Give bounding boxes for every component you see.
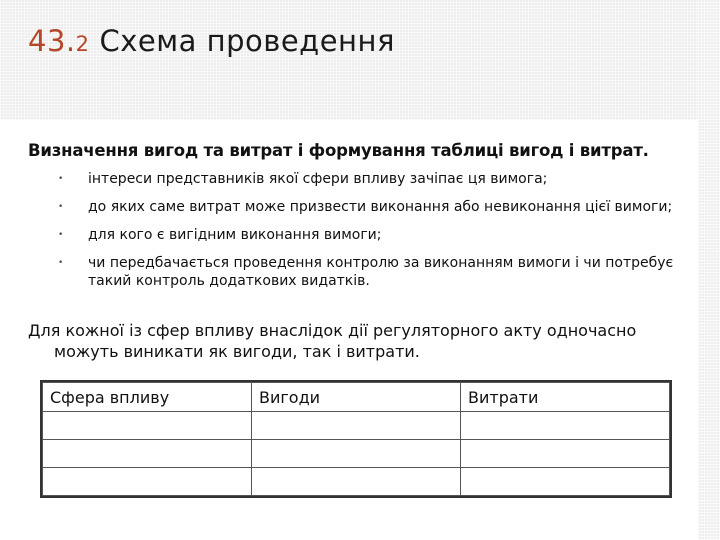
section-heading: Визначення вигод та витрат і формування таблиці вигод і витрат. bbox=[28, 141, 649, 160]
bullet-icon: • bbox=[58, 258, 64, 268]
list-item bbox=[58, 170, 678, 188]
right-edge-band bbox=[698, 0, 720, 540]
bullet-icon: • bbox=[58, 202, 64, 212]
bullet-list bbox=[58, 170, 678, 300]
slide-number: 43. bbox=[28, 24, 76, 58]
body-paragraph bbox=[28, 320, 688, 362]
list-item-text: чи передбачається проведення контролю за виконанням вимоги і чи потребує такий контроль додаткових видатків. bbox=[88, 255, 674, 289]
table-cell bbox=[461, 468, 670, 496]
paragraph-line-1: Для кожної із сфер впливу внаслідок дії регуляторного акту одночасно bbox=[28, 321, 637, 340]
list-item bbox=[58, 254, 678, 290]
list-item bbox=[58, 226, 678, 244]
table-header-row bbox=[43, 383, 670, 412]
paragraph-line-2: можуть виникати як вигоди, так і витрати. bbox=[54, 342, 420, 361]
list-item-text: для кого є вигідним виконання вимоги; bbox=[88, 227, 382, 243]
table-cell bbox=[252, 412, 461, 440]
table-cell bbox=[252, 468, 461, 496]
list-item-text: до яких саме витрат може призвести виконання або невиконання цієї вимоги; bbox=[88, 199, 673, 215]
table-cell bbox=[461, 412, 670, 440]
table-row bbox=[43, 440, 670, 468]
table-cell bbox=[461, 440, 670, 468]
table-header-cell: Вигоди bbox=[252, 383, 461, 412]
benefits-costs-table bbox=[42, 382, 670, 496]
slide-title-text: Схема проведення bbox=[99, 24, 395, 58]
table-row bbox=[43, 468, 670, 496]
table-header-cell: Витрати bbox=[461, 383, 670, 412]
slide-title bbox=[28, 24, 395, 58]
header-band bbox=[0, 0, 720, 120]
table-cell bbox=[252, 440, 461, 468]
table-cell bbox=[43, 412, 252, 440]
table-header-cell: Сфера впливу bbox=[43, 383, 252, 412]
slide-number-sub: 2 bbox=[75, 32, 90, 56]
list-item bbox=[58, 198, 678, 216]
list-item-text: інтереси представників якої сфери впливу зачіпає ця вимога; bbox=[88, 171, 548, 187]
bullet-icon: • bbox=[58, 174, 64, 184]
bullet-icon: • bbox=[58, 230, 64, 240]
table-cell bbox=[43, 468, 252, 496]
table-row bbox=[43, 412, 670, 440]
table-cell bbox=[43, 440, 252, 468]
